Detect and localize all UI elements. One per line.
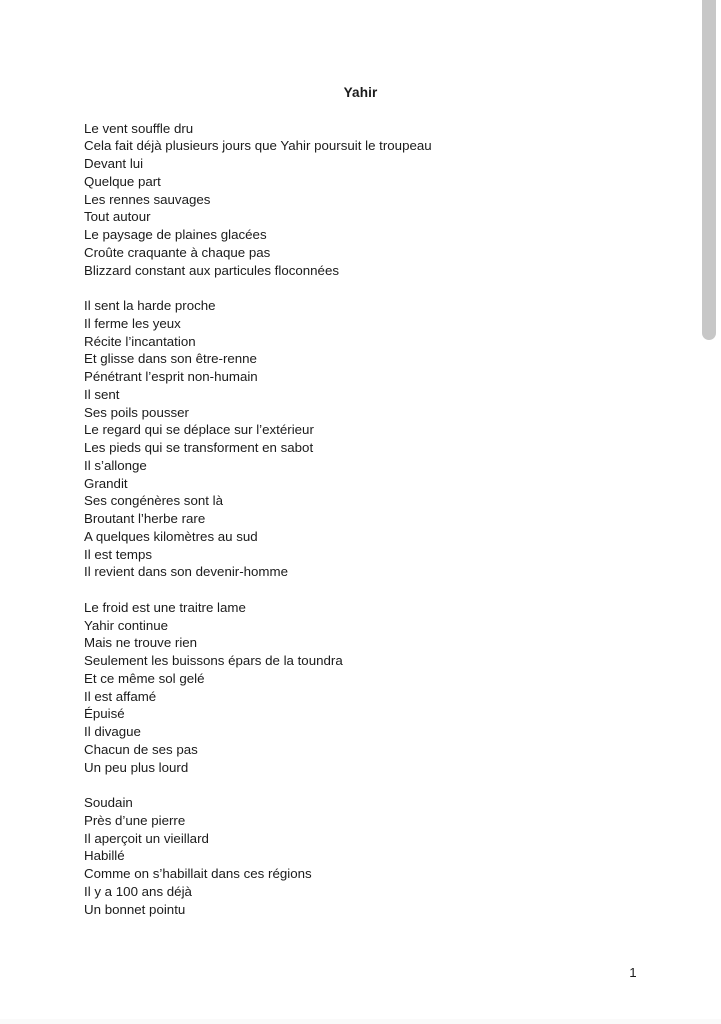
poem-line: Il y a 100 ans déjà	[84, 883, 192, 899]
page-number: 1	[629, 965, 637, 980]
poem-body	[84, 120, 721, 919]
stanza	[84, 297, 721, 581]
poem-line: Le froid est une traitre lame	[84, 599, 246, 615]
poem-line: Mais ne trouve rien	[84, 635, 198, 651]
poem-line: Cela fait déjà plusieurs jours que Yahir poursuit le troupeau	[84, 138, 432, 154]
poem-line: Il s’allonge	[84, 457, 147, 473]
page-bottom-edge	[0, 1019, 721, 1024]
poem-line: Les rennes sauvages	[84, 191, 211, 207]
poem-line: Croûte craquante à chaque pas	[84, 244, 271, 260]
stanza	[84, 794, 721, 918]
poem-line: Il est affamé	[84, 688, 157, 704]
poem-line: Près d’une pierre	[84, 812, 186, 828]
poem-line: Blizzard constant aux particules floconnées	[84, 262, 339, 278]
poem-line: A quelques kilomètres au sud	[84, 528, 258, 544]
stanza	[84, 120, 721, 280]
vertical-scrollbar-thumb[interactable]	[702, 0, 716, 340]
poem-line: Il divague	[84, 724, 141, 739]
poem-line: Un bonnet pointu	[84, 901, 186, 917]
poem-line: Et glisse dans son être-renne	[84, 351, 257, 367]
poem-line: Habillé	[84, 848, 125, 864]
poem-line: Il aperçoit un vieillard	[84, 830, 209, 846]
poem-line: Le regard qui se déplace sur l’extérieur	[84, 422, 314, 438]
poem-line: Broutant l’herbe rare	[84, 511, 206, 526]
poem-line: Ses congénères sont là	[84, 493, 223, 509]
poem-line: Il sent la harde proche	[84, 298, 216, 313]
poem-line: Grandit	[84, 475, 128, 491]
poem-line: Tout autour	[84, 209, 151, 225]
poem-line: Un peu plus lourd	[84, 759, 189, 775]
page-title: Yahir	[343, 85, 378, 100]
poem-line: Ses poils pousser	[84, 404, 189, 420]
poem-line: Et ce même sol gelé	[84, 670, 205, 686]
poem-line: Récite l’incantation	[84, 333, 196, 349]
poem-line: Il revient dans son devenir-homme	[84, 564, 288, 580]
stanza	[84, 599, 721, 777]
poem-line: Soudain	[84, 795, 133, 810]
poem-line: Devant lui	[84, 156, 144, 171]
poem-line: Les pieds qui se transforment en sabot	[84, 440, 314, 455]
poem-line: Chacun de ses pas	[84, 741, 198, 757]
poem-line: Épuisé	[84, 706, 125, 722]
poem-line: Il sent	[84, 386, 120, 402]
poem-line: Pénétrant l’esprit non-humain	[84, 369, 258, 384]
poem-line: Le paysage de plaines glacées	[84, 227, 267, 242]
poem-line: Quelque part	[84, 173, 161, 189]
poem-line: Il ferme les yeux	[84, 315, 181, 331]
poem-line: Il est temps	[84, 546, 152, 562]
poem-line: Seulement les buissons épars de la toundra	[84, 653, 343, 668]
poem-line: Yahir continue	[84, 617, 169, 633]
poem-line: Le vent souffle dru	[84, 120, 194, 136]
poem-line: Comme on s’habillait dans ces régions	[84, 866, 312, 881]
